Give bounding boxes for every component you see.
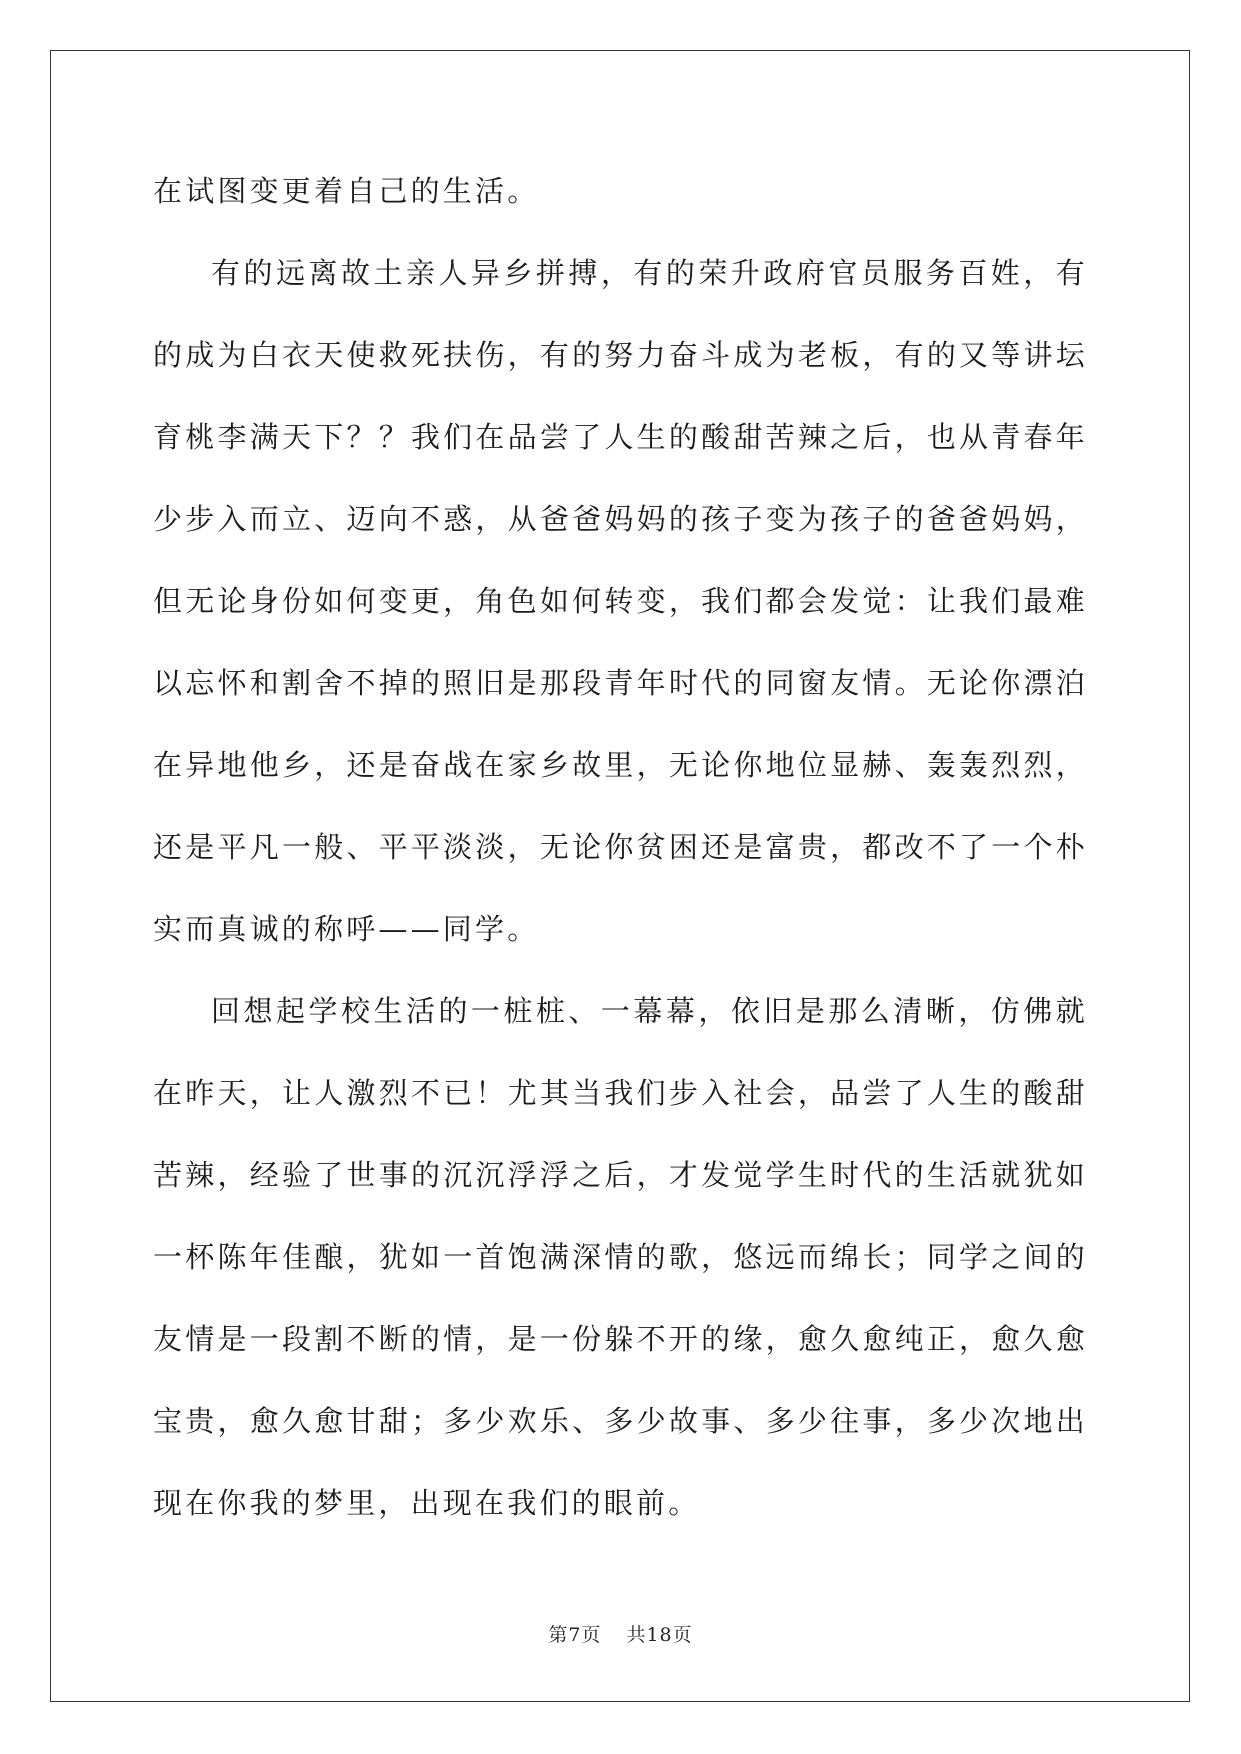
page-total: 共18页 xyxy=(626,1624,693,1646)
page-number: 第7页 xyxy=(548,1624,602,1646)
paragraph: 有的远离故土亲人异乡拼搏，有的荣升政府官员服务百姓，有的成为白衣天使救死扶伤，有的努力奋斗成为老板，有的又等讲坛育桃李满天下？？我们在品尝了人生的酸甜苦辣之后，也从青春年少步入而立、迈向不惑，从爸爸妈妈的孩子变为孩子的爸爸妈妈，但无论身份如何变更，角色如何转变，我们都会发觉：让我们最难以忘怀和割舍不掉的照旧是那段青年时代的同窗友情。无论你漂泊在异地他乡，还是奋战在家乡故里，无论你地位显赫、轰轰烈烈，还是平凡一般、平平淡淡，无论你贫困还是富贵，都改不了一个朴实而真诚的称呼——同学。 xyxy=(153,256,1088,946)
paragraph-continuation: 在试图变更着自己的生活。 xyxy=(153,174,540,208)
page-footer xyxy=(0,1620,1241,1647)
paragraph: 回想起学校生活的一桩桩、一幕幕，依旧是那么清晰，仿佛就在昨天，让人激烈不已！尤其当我们步入社会，品尝了人生的酸甜苦辣，经验了世事的沉沉浮浮之后，才发觉学生时代的生活就犹如一杯陈年佳酿，犹如一首饱满深情的歌，悠远而绵长；同学之间的友情是一段割不断的情，是一份躲不开的缘，愈久愈纯正，愈久愈宝贵，愈久愈甘甜；多少欢乐、多少故事、多少往事，多少次地出现在你我的梦里，出现在我们的眼前。 xyxy=(153,994,1088,1520)
document-body xyxy=(153,150,1088,1544)
